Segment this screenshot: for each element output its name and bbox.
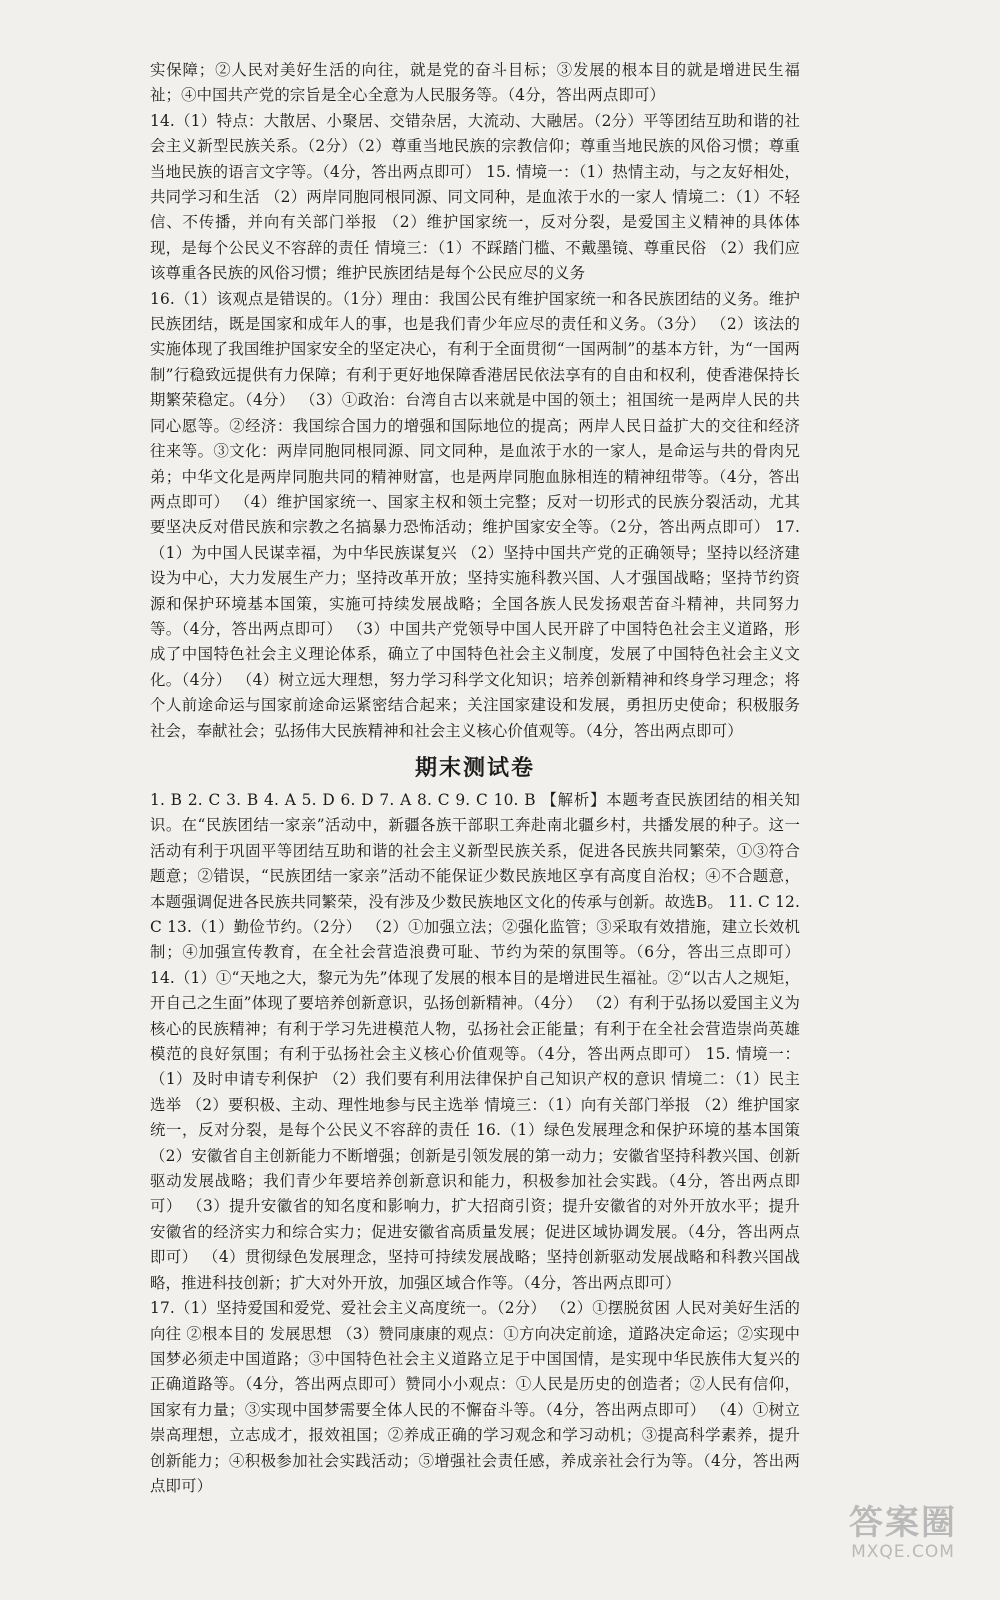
paragraph-final-q17: 17.（1）坚持爱国和爱党、爱社会主义高度统一。（2分） （2）①摆脱贫困 人民对美好生活的向往 ②根本目的 发展思想 （3）赞同康康的观点：①方向决定前途，道路决定命运；②实现中国梦必须走中国道路；③中国特色社会主义道路立足于中国国情，是实现中华民族伟大复兴的正确道路等。（4分，答出两点即可）赞同小小观点：①人民是历史的创造者；②人民有信仰，国家有力量；③实现中国梦需要全体人民的不懈奋斗等。（4分，答出两点即可） （4）①树立崇高理想，立志成才，报效祖国；②养成正确的学习观念和学习动机；③提高科学素养，提升创新能力；④积极参加社会实践活动；⑤增强社会责任感，养成亲社会行为等。（4分，答出两点即可） (150, 1299, 800, 1495)
watermark-sub-text: MXQE.COM (851, 1542, 955, 1562)
watermark-main-text: 答案圈 (849, 1503, 957, 1543)
paragraph-final-exam-answers: 1. B 2. C 3. B 4. A 5. D 6. D 7. A 8. C 9. C 10. B 【解析】本题考查民族团结的相关知识。在“民族团结一家亲”活动中，新疆各族干部职工奔赴南北疆乡村，共播发展的种子。这一活动有利于巩固平等团结互助和谐的社会主义新型民族关系，促进各民族共同繁荣，①③符合题意；②错误，“民族团结一家亲”活动不能保证少数民族地区享有高度自治权；④不合题意，本题强调促进各民族共同繁荣，没有涉及少数民族地区文化的传承与创新。故选B。 11. C 12. C 13.（1）勤俭节约。（2分） （2）①加强立法；②强化监管；③采取有效措施，建立长效机制；④加强宣传教育，在全社会营造浪费可耻、节约为荣的氛围等。（6分，答出三点即可） 14.（1）①“天地之大，黎元为先”体现了发展的根本目的是增进民生福祉。②“以古人之规矩，开自己之生面”体现了要培养创新意识，弘扬创新精神。（4分） （2）有利于弘扬以爱国主义为核心的民族精神；有利于学习先进模范人物，弘扬社会正能量；有利于在全社会营造崇尚英雄模范的良好氛围；有利于弘扬社会主义核心价值观等。（4分，答出两点即可） 15. 情境一：（1）及时申请专利保护 （2）我们要有利用法律保护自己知识产权的意识 情境二：（1）民主选举 （2）要积极、主动、理性地参与民主选举 情境三：（1）向有关部门举报 （2）维护国家统一，反对分裂，是每个公民义不容辞的责任 16.（1）绿色发展理念和保护环境的基本国策 （2）安徽省自主创新能力不断增强；创新是引领发展的第一动力；安徽省坚持科教兴国、创新驱动发展战略；我们青少年要培养创新意识和能力，积极参加社会实践。（4分，答出两点即可） （3）提升安徽省的知名度和影响力，扩大招商引资；提升安徽省的对外开放水平；提升安徽省的经济实力和综合实力；促进安徽省高质量发展；促进区域协调发展。（4分，答出两点即可） （4）贯彻绿色发展理念，坚持可持续发展战略；坚持创新驱动发展战略和科教兴国战略，推进科技创新；扩大对外开放，加强区域合作等。（4分，答出两点即可） (150, 790, 800, 1292)
section-title: 期末测试卷 (414, 755, 535, 781)
paragraph-q16-q17: 16.（1）该观点是错误的。（1分）理由：我国公民有维护国家统一和各民族团结的义务。维护民族团结，既是国家和成年人的事，也是我们青少年应尽的责任和义务。（3分） （2）该法的实施体现了我国维护国家安全的坚定决心，有利于全面贯彻“一国两制”的基本方针，为“一国两制”行稳致远提供有力保障；有利于更好地保障香港居民依法享有的自由和权利，使香港保持长期繁荣稳定。（4分） （3）①政治：台湾自古以来就是中国的领土；祖国统一是两岸人民的共同心愿等。②经济：我国综合国力的增强和国际地位的提高；两岸人民日益扩大的交往和经济往来等。③文化：两岸同胞同根同源、同文同种，是血浓于水的一家人，是命运与共的骨肉兄弟；中华文化是两岸同胞共同的精神财富，也是两岸同胞血脉相连的精神纽带等。（4分，答出两点即可） （4）维护国家统一、国家主权和领土完整；反对一切形式的民族分裂活动，尤其要坚决反对借民族和宗教之名搞暴力恐怖活动；维护国家安全等。（2分，答出两点即可） 17.（1）为中国人民谋幸福，为中华民族谋复兴 （2）坚持中国共产党的正确领导；坚持以经济建设为中心，大力发展生产力；坚持改革开放；坚持实施科教兴国、人才强国战略；坚持节约资源和保护环境基本国策，实施可持续发展战略；全国各族人民发扬艰苦奋斗精神，共同努力等。（4分，答出两点即可） （3）中国共产党领导中国人民开辟了中国特色社会主义道路，形成了中国特色社会主义理论体系，确立了中国特色社会主义制度，发展了中国特色社会主义文化。（4分） （4）树立远大理想，努力学习科学文化知识；培养创新精神和终身学习理念；将个人前途命运与国家前途命运紧密结合起来；关注国家建设和发展，勇担历史使命；积极服务社会，奉献社会；弘扬伟大民族精神和社会主义核心价值观等。（4分，答出两点即可） (150, 289, 800, 740)
watermark-logo (828, 1504, 978, 1566)
paragraph-continuation: 实保障；②人民对美好生活的向往，就是党的奋斗目标；③发展的根本目的就是增进民生福祉；④中国共产党的宗旨是全心全意为人民服务等。（4分，答出两点即可） (150, 61, 800, 105)
paragraph-q14-q15: 14.（1）特点：大散居、小聚居、交错杂居，大流动、大融居。（2分）平等团结互助和谐的社会主义新型民族关系。（2分）（2）尊重当地民族的宗教信仰；尊重当地民族的风俗习惯；尊重当地民族的语言文字等。（4分，答出两点即可） 15. 情境一：（1）热情主动，与之友好相处，共同学习和生活 （2）两岸同胞同根同源、同文同种，是血浓于水的一家人 情境二：（1）不轻信、不传播，并向有关部门举报 （2）维护国家统一，反对分裂，是爱国主义精神的具体体现，是每个公民义不容辞的责任 情境三：（1）不踩踏门槛、不戴墨镜、尊重民俗 （2）我们应该尊重各民族的风俗习惯；维护民族团结是每个公民应尽的义务 (150, 111, 800, 283)
answer-page (150, 58, 800, 1499)
